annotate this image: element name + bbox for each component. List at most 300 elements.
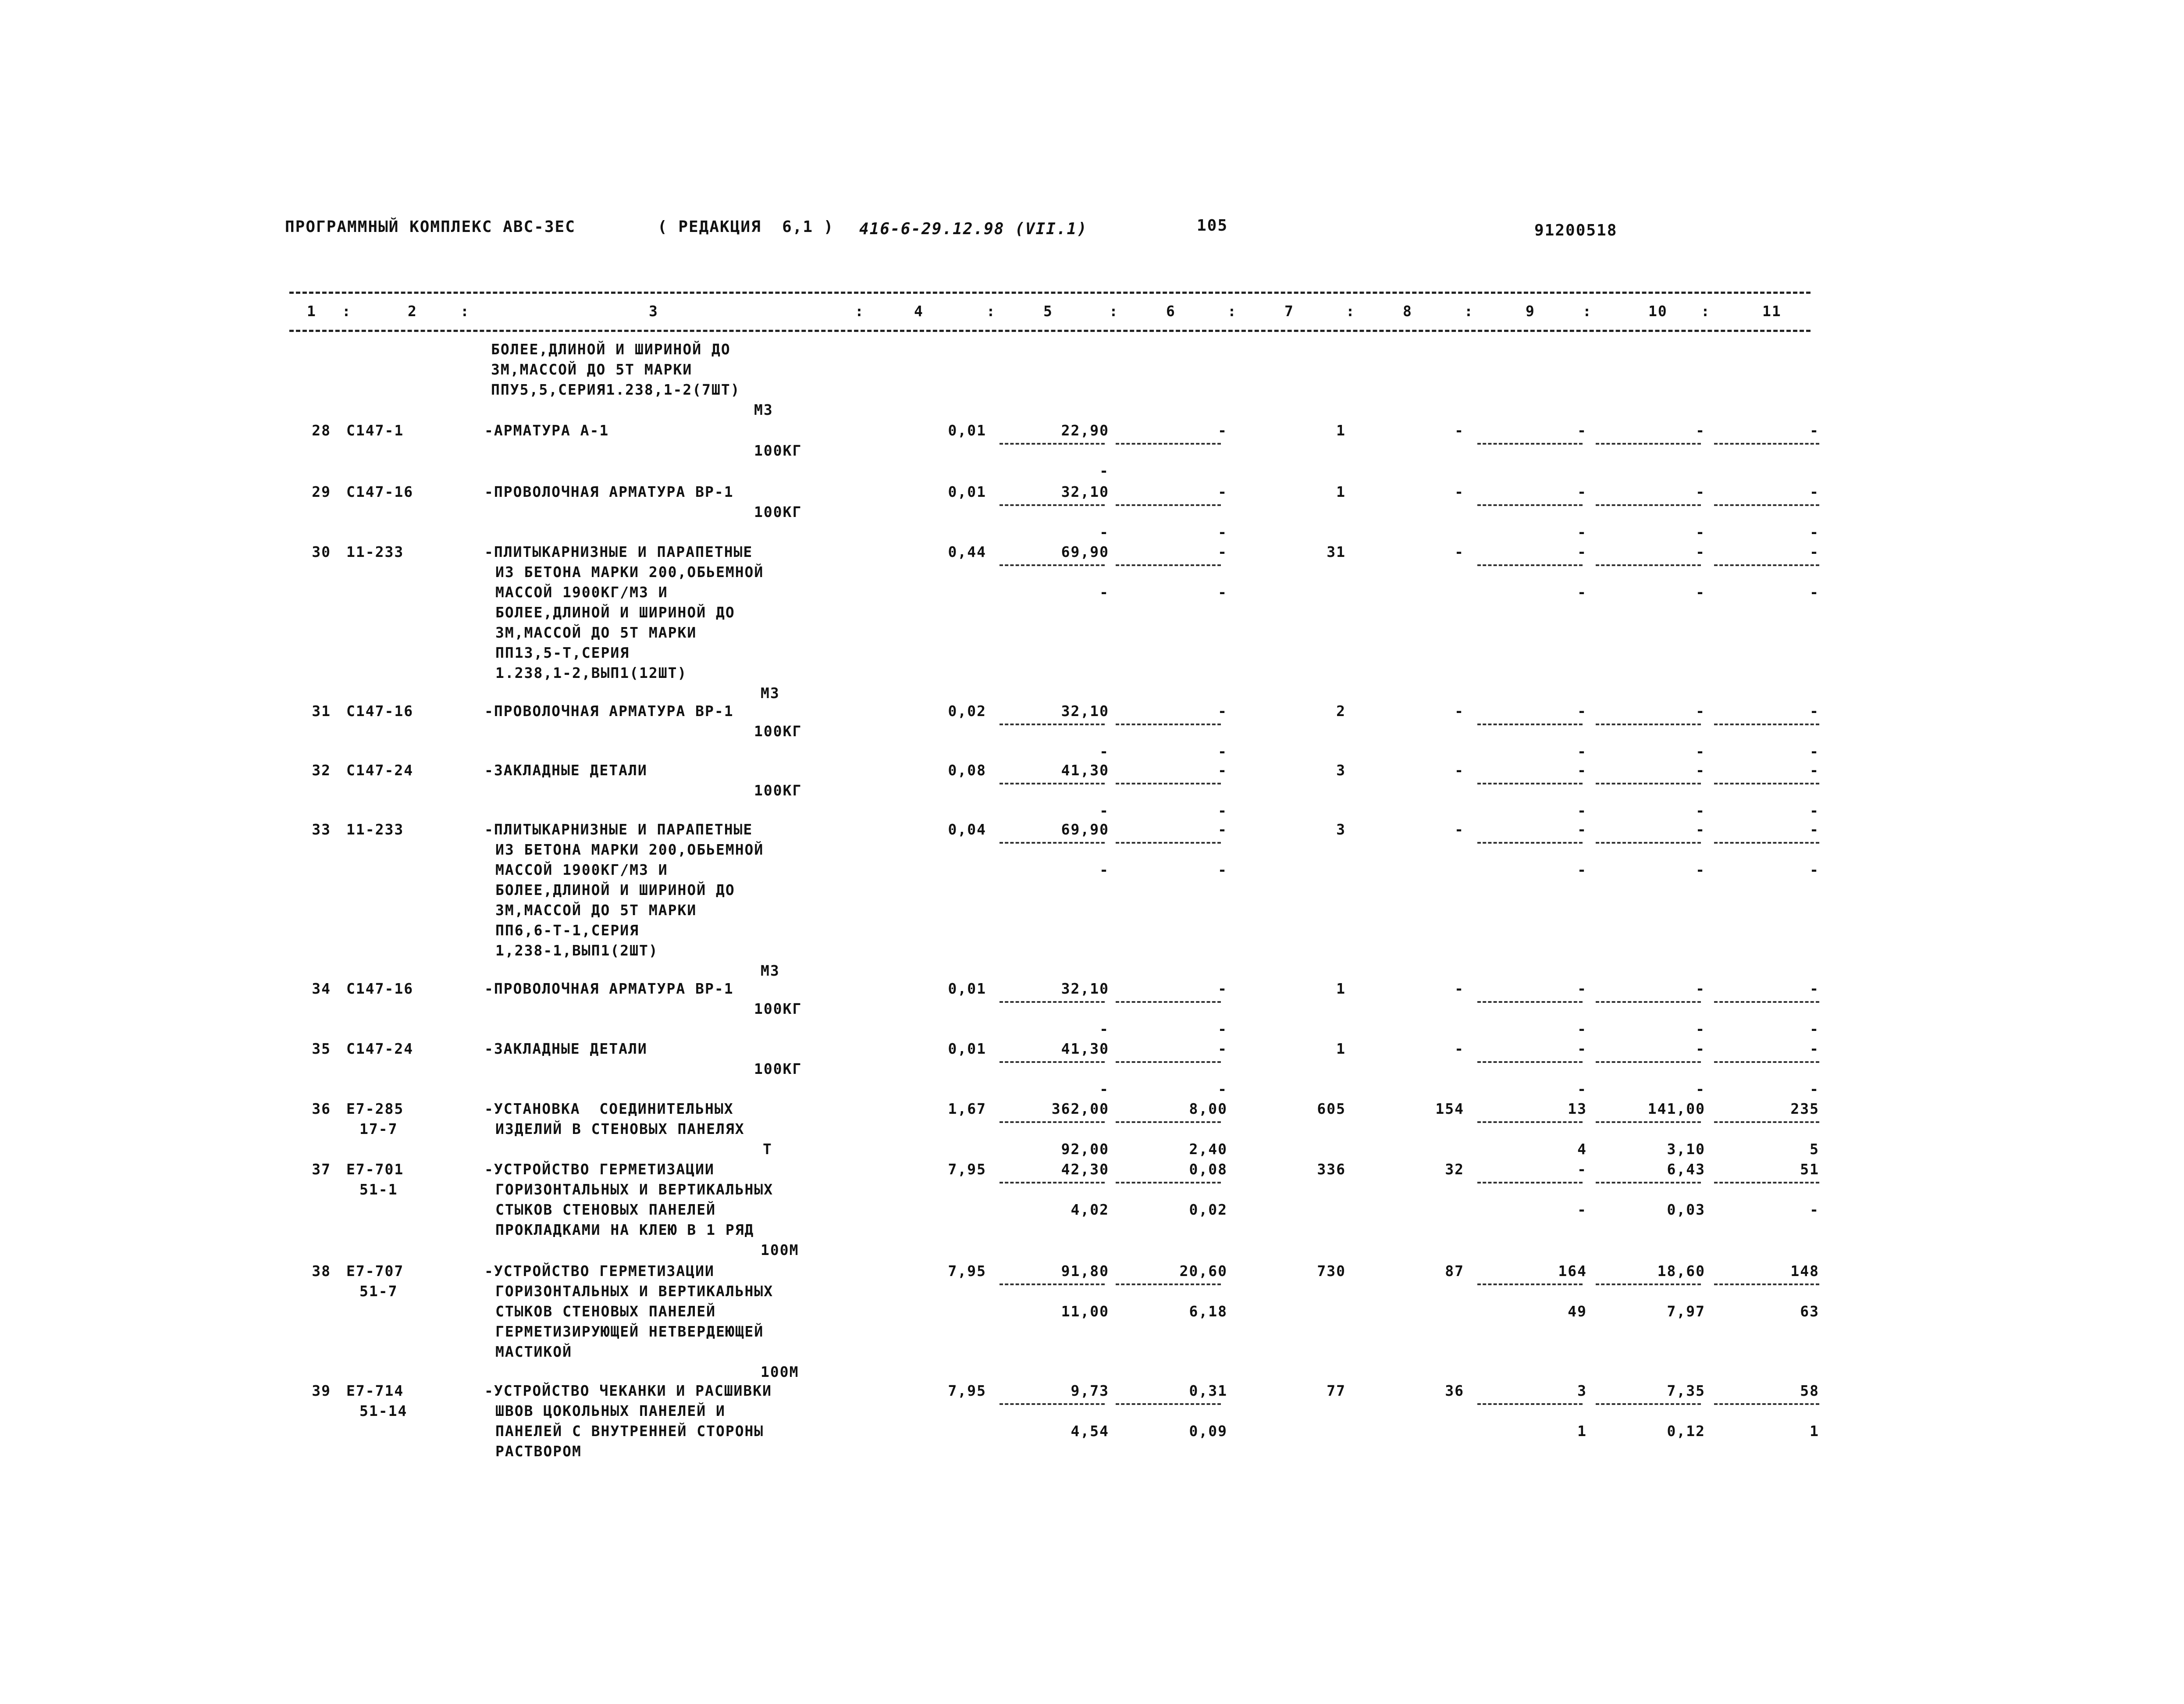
row-code-2: 51-1 [359, 1181, 398, 1198]
col10-value: - [1696, 422, 1705, 439]
row-description: -ПРОВОЛОЧНАЯ АРМАТУРА ВР-1 [484, 702, 734, 720]
wages-value: 36 [1445, 1382, 1464, 1399]
unit-cost-total: 41,30 [1061, 762, 1109, 779]
col9-value: 13 [1568, 1100, 1587, 1117]
unit-cost-wages: - [1099, 861, 1109, 878]
quantity-value: 0,02 [948, 702, 986, 720]
col11-value-2: - [1810, 1020, 1819, 1037]
col10-value: - [1696, 1040, 1705, 1057]
sub-rule-c10 [1596, 1121, 1701, 1123]
unit-cost-machine-wages: 0,02 [1189, 1201, 1227, 1218]
row-description: -ПРОВОЛОЧНАЯ АРМАТУРА ВР-1 [484, 483, 734, 500]
unit-cost-machine-wages: - [1218, 584, 1227, 601]
row-code: С147-24 [346, 762, 414, 779]
wages-value: - [1455, 762, 1464, 779]
sub-rule-c10 [1596, 842, 1701, 844]
total-cost-value: 1 [1336, 483, 1346, 500]
unit-cost-machines: - [1218, 543, 1227, 560]
unit-cost-machine-wages: - [1218, 861, 1227, 878]
row-unit: Т [763, 1141, 772, 1158]
sub-rule-c11 [1714, 1403, 1819, 1405]
quantity-value: 0,01 [948, 1040, 986, 1057]
total-cost-value: 1 [1336, 1040, 1346, 1057]
row-description: ГОРИЗОНТАЛЬНЫХ И ВЕРТИКАЛЬНЫХ [495, 1283, 774, 1300]
row-description: -ПРОВОЛОЧНАЯ АРМАТУРА ВР-1 [484, 980, 734, 997]
sub-rule-c6 [1116, 1001, 1221, 1003]
col11-value: 235 [1790, 1100, 1819, 1117]
unit-cost-machine-wages: - [1218, 1080, 1227, 1098]
sub-rule-c5 [1000, 564, 1105, 566]
col11-value-2: - [1810, 861, 1819, 878]
col9-value: - [1577, 543, 1587, 560]
total-cost-value: 605 [1317, 1100, 1346, 1117]
wages-value: 32 [1445, 1161, 1464, 1178]
row-unit: 100КГ [754, 1000, 802, 1017]
col11-value-2: - [1810, 1080, 1819, 1098]
col10-value: - [1696, 702, 1705, 720]
row-code-2: 17-7 [359, 1120, 398, 1137]
sub-rule-c11 [1714, 783, 1819, 784]
unit-cost-wages: 4,54 [1071, 1422, 1109, 1440]
sub-rule-c9 [1477, 443, 1583, 445]
quantity-value: 7,95 [948, 1262, 986, 1280]
total-cost-value: 3 [1336, 821, 1346, 838]
row-number: 33 [312, 821, 331, 838]
sub-rule-c5 [1000, 783, 1105, 784]
row-number: 31 [312, 702, 331, 720]
quantity-value: 0,04 [948, 821, 986, 838]
sub-rule-c5 [1000, 842, 1105, 844]
column-header-1: 1 [307, 303, 317, 320]
row-description: -УСТРОЙСТВО ГЕРМЕТИЗАЦИИ [484, 1262, 715, 1280]
continuation-line: БОЛЕЕ,ДЛИНОЙ И ШИРИНОЙ ДО [491, 341, 731, 358]
row-unit: М3 [761, 962, 780, 979]
row-description: ПП6,6-Т-1,СЕРИЯ [495, 922, 640, 939]
sub-rule-c11 [1714, 1182, 1819, 1184]
row-description: БОЛЕЕ,ДЛИНОЙ И ШИРИНОЙ ДО [495, 881, 735, 898]
total-cost-value: 31 [1327, 543, 1346, 560]
row-description: ПРОКЛАДКАМИ НА КЛЕЮ В 1 РЯД [495, 1221, 754, 1238]
sub-rule-c6 [1116, 724, 1221, 725]
quantity-value: 0,01 [948, 422, 986, 439]
wages-value: - [1455, 821, 1464, 838]
row-code: 11-233 [346, 543, 404, 560]
sub-rule-c11 [1714, 1283, 1819, 1285]
col11-value: - [1810, 762, 1819, 779]
col10-value-2: - [1696, 524, 1705, 541]
unit-cost-wages: - [1099, 802, 1109, 819]
col9-value-2: - [1577, 524, 1587, 541]
sub-rule-c5 [1000, 1121, 1105, 1123]
sub-rule-c11 [1714, 443, 1819, 445]
unit-cost-total: 32,10 [1061, 483, 1109, 500]
row-code: С147-16 [346, 702, 414, 720]
row-description: -ЗАКЛАДНЫЕ ДЕТАЛИ [484, 1040, 647, 1057]
unit-cost-wages: - [1099, 1020, 1109, 1037]
col11-value-2: 63 [1800, 1303, 1819, 1320]
unit-cost-total: 69,90 [1061, 821, 1109, 838]
unit-cost-wages: - [1099, 584, 1109, 601]
col11-value: - [1810, 702, 1819, 720]
sub-rule-c6 [1116, 443, 1221, 445]
total-cost-value: 336 [1317, 1161, 1346, 1178]
column-separator: : [342, 303, 352, 320]
quantity-value: 7,95 [948, 1161, 986, 1178]
sub-rule-c6 [1116, 1182, 1221, 1184]
unit-cost-machine-wages: - [1218, 802, 1227, 819]
unit-cost-machines: - [1218, 483, 1227, 500]
column-header-5: 5 [1043, 303, 1053, 320]
row-description: МАССОЙ 1900КГ/М3 И [495, 584, 668, 601]
row-code: С147-16 [346, 483, 414, 500]
col10-value-2: 3,10 [1667, 1141, 1705, 1158]
col9-value-2: 4 [1577, 1141, 1587, 1158]
col11-value: - [1810, 422, 1819, 439]
col9-value: - [1577, 821, 1587, 838]
sub-rule-c11 [1714, 724, 1819, 725]
row-code: 11-233 [346, 821, 404, 838]
sub-rule-c5 [1000, 724, 1105, 725]
sub-rule-c5 [1000, 504, 1105, 506]
column-separator: : [460, 303, 470, 320]
row-description: 3М,МАССОЙ ДО 5Т МАРКИ [495, 902, 697, 919]
col10-value-2: 7,97 [1667, 1303, 1705, 1320]
unit-cost-machines: - [1218, 821, 1227, 838]
column-separator: : [1701, 303, 1711, 320]
col10-value-2: - [1696, 743, 1705, 760]
row-number: 35 [312, 1040, 331, 1057]
col10-value: - [1696, 980, 1705, 997]
col10-value-2: - [1696, 861, 1705, 878]
row-description: РАСТВОРОМ [495, 1443, 582, 1460]
col10-value: 6,43 [1667, 1161, 1705, 1178]
unit-cost-total: 41,30 [1061, 1040, 1109, 1057]
col10-value-2: 0,03 [1667, 1201, 1705, 1218]
sub-rule-c10 [1596, 564, 1701, 566]
column-header-6: 6 [1166, 303, 1176, 320]
unit-cost-machine-wages: - [1218, 743, 1227, 760]
unit-cost-total: 362,00 [1051, 1100, 1109, 1117]
sub-rule-c6 [1116, 1121, 1221, 1123]
page-number: 105 [1197, 217, 1228, 235]
col9-value: - [1577, 1161, 1587, 1178]
row-description: -УСТРОЙСТВО ГЕРМЕТИЗАЦИИ [484, 1161, 715, 1178]
col10-value: 18,60 [1657, 1262, 1705, 1280]
col9-value-2: - [1577, 743, 1587, 760]
row-description: ИЗ БЕТОНА МАРКИ 200,ОБЬЕМНОЙ [495, 563, 764, 581]
wages-value: - [1455, 1040, 1464, 1057]
continuation-line: ППУ5,5,СЕРИЯ1.238,1-2(7ШТ) [491, 381, 740, 398]
wages-value: 87 [1445, 1262, 1464, 1280]
row-description: -АРМАТУРА А-1 [484, 422, 609, 439]
row-unit: 100КГ [754, 442, 802, 459]
sub-rule-c10 [1596, 1403, 1701, 1405]
unit-cost-wages: 4,02 [1071, 1201, 1109, 1218]
sub-rule-c5 [1000, 1283, 1105, 1285]
sub-rule-c10 [1596, 724, 1701, 725]
col10-value-2: - [1696, 1080, 1705, 1098]
row-number: 36 [312, 1100, 331, 1117]
row-description: -ЗАКЛАДНЫЕ ДЕТАЛИ [484, 762, 647, 779]
total-cost-value: 3 [1336, 762, 1346, 779]
col11-value-2: - [1810, 584, 1819, 601]
col9-value: - [1577, 1040, 1587, 1057]
row-description: 1.238,1-2,ВЫП1(12ШТ) [495, 664, 687, 681]
sub-rule-c9 [1477, 1121, 1583, 1123]
sub-rule-c9 [1477, 1182, 1583, 1184]
col9-value: - [1577, 762, 1587, 779]
col11-value-2: - [1810, 1201, 1819, 1218]
quantity-value: 0,08 [948, 762, 986, 779]
col11-value-2: - [1810, 743, 1819, 760]
unit-cost-machine-wages: - [1218, 1020, 1227, 1037]
row-description: -ПЛИТЫКАРНИЗНЫЕ И ПАРАПЕТНЫЕ [484, 543, 753, 560]
col10-value-2: - [1696, 1020, 1705, 1037]
quantity-value: 0,44 [948, 543, 986, 560]
sub-rule-c6 [1116, 842, 1221, 844]
sub-rule-c10 [1596, 783, 1701, 784]
unit-cost-wages: - [1099, 1080, 1109, 1098]
column-header-4: 4 [914, 303, 924, 320]
col9-value: - [1577, 483, 1587, 500]
col9-value: 3 [1577, 1382, 1587, 1399]
wages-value: - [1455, 483, 1464, 500]
row-description: СТЫКОВ СТЕНОВЫХ ПАНЕЛЕЙ [495, 1303, 716, 1320]
unit-cost-machine-wages: 2,40 [1189, 1141, 1227, 1158]
col11-value: 51 [1800, 1161, 1819, 1178]
row-description: МАСТИКОЙ [495, 1343, 572, 1360]
wages-value: - [1455, 543, 1464, 560]
sub-rule-c5 [1000, 1061, 1105, 1063]
total-cost-value: 730 [1317, 1262, 1346, 1280]
unit-cost-wages: - [1099, 462, 1109, 479]
column-header-3: 3 [649, 303, 658, 320]
column-separator: : [1109, 303, 1119, 320]
unit-cost-machine-wages: 0,09 [1189, 1422, 1227, 1440]
col9-value-2: - [1577, 1020, 1587, 1037]
sub-rule-c6 [1116, 564, 1221, 566]
sub-rule-c6 [1116, 1403, 1221, 1405]
col10-value-2: - [1696, 584, 1705, 601]
unit-cost-machines: - [1218, 1040, 1227, 1057]
row-number: 37 [312, 1161, 331, 1178]
sub-rule-c10 [1596, 1001, 1701, 1003]
sub-rule-c9 [1477, 504, 1583, 506]
document-code: 416-6-29.12.98 (VII.1) [859, 220, 1088, 238]
col11-value: - [1810, 980, 1819, 997]
wages-value: 154 [1435, 1100, 1464, 1117]
continuation-unit: М3 [754, 401, 773, 418]
quantity-value: 0,01 [948, 980, 986, 997]
unit-cost-machines: - [1218, 422, 1227, 439]
sub-rule-c10 [1596, 443, 1701, 445]
row-code: Е7-714 [346, 1382, 404, 1399]
col9-value-2: 1 [1577, 1422, 1587, 1440]
unit-cost-wages: - [1099, 524, 1109, 541]
column-header-9: 9 [1526, 303, 1535, 320]
sub-rule-c10 [1596, 1283, 1701, 1285]
col9-value: - [1577, 422, 1587, 439]
col10-value: - [1696, 543, 1705, 560]
sub-rule-c9 [1477, 1283, 1583, 1285]
sub-rule-c6 [1116, 504, 1221, 506]
col10-value: - [1696, 483, 1705, 500]
col10-value-2: - [1696, 802, 1705, 819]
total-cost-value: 1 [1336, 422, 1346, 439]
column-header-10: 10 [1648, 303, 1668, 320]
col10-value: - [1696, 821, 1705, 838]
row-description: МАССОЙ 1900КГ/М3 И [495, 861, 668, 878]
sub-rule-c10 [1596, 1182, 1701, 1184]
row-description: БОЛЕЕ,ДЛИНОЙ И ШИРИНОЙ ДО [495, 604, 735, 621]
col9-value-2: - [1577, 802, 1587, 819]
sub-rule-c6 [1116, 783, 1221, 784]
total-cost-value: 2 [1336, 702, 1346, 720]
sub-rule-c9 [1477, 1001, 1583, 1003]
row-number: 38 [312, 1262, 331, 1280]
sub-rule-c11 [1714, 842, 1819, 844]
unit-cost-machine-wages: - [1218, 524, 1227, 541]
row-description: 3М,МАССОЙ ДО 5Т МАРКИ [495, 624, 697, 641]
continuation-line: 3М,МАССОЙ ДО 5Т МАРКИ [491, 361, 693, 378]
unit-cost-machine-wages: 6,18 [1189, 1303, 1227, 1320]
col9-value-2: - [1577, 584, 1587, 601]
col10-value: - [1696, 762, 1705, 779]
row-description: ИЗДЕЛИЙ В СТЕНОВЫХ ПАНЕЛЯХ [495, 1120, 745, 1137]
row-number: 29 [312, 483, 331, 500]
col9-value-2: 49 [1568, 1303, 1587, 1320]
column-header-7: 7 [1284, 303, 1294, 320]
col10-value: 141,00 [1647, 1100, 1705, 1117]
unit-cost-wages: 92,00 [1061, 1141, 1109, 1158]
sub-rule-c10 [1596, 1061, 1701, 1063]
unit-cost-machines: - [1218, 980, 1227, 997]
row-description: ИЗ БЕТОНА МАРКИ 200,ОБЬЕМНОЙ [495, 841, 764, 858]
col9-value: - [1577, 980, 1587, 997]
row-code: Е7-285 [346, 1100, 404, 1117]
col10-value: 7,35 [1667, 1382, 1705, 1399]
unit-cost-total: 22,90 [1061, 422, 1109, 439]
col11-value: 58 [1800, 1382, 1819, 1399]
row-unit: 100КГ [754, 782, 802, 799]
sub-rule-c11 [1714, 1001, 1819, 1003]
sub-rule-c9 [1477, 724, 1583, 725]
sub-rule-c11 [1714, 1121, 1819, 1123]
row-unit: 100М [761, 1363, 799, 1380]
unit-cost-machines: 8,00 [1189, 1100, 1227, 1117]
row-unit: 100КГ [754, 1060, 802, 1077]
col11-value-2: - [1810, 524, 1819, 541]
document-number: 91200518 [1534, 221, 1618, 239]
row-number: 28 [312, 422, 331, 439]
column-separator: : [1346, 303, 1355, 320]
sub-rule-c5 [1000, 1001, 1105, 1003]
col11-value: - [1810, 821, 1819, 838]
row-unit: М3 [761, 684, 780, 702]
unit-cost-total: 91,80 [1061, 1262, 1109, 1280]
col11-value-2: 5 [1810, 1141, 1819, 1158]
col11-value: - [1810, 1040, 1819, 1057]
unit-cost-total: 9,73 [1071, 1382, 1109, 1399]
col9-value-2: - [1577, 1080, 1587, 1098]
sub-rule-c9 [1477, 564, 1583, 566]
row-description: 1,238-1,ВЫП1(2ШТ) [495, 942, 658, 959]
header-rule-bottom [289, 330, 1811, 332]
row-unit: 100КГ [754, 723, 802, 740]
column-header-2: 2 [408, 303, 417, 320]
unit-cost-wages: 11,00 [1061, 1303, 1109, 1320]
col9-value-2: - [1577, 861, 1587, 878]
row-description: -УСТАНОВКА СОЕДИНИТЕЛЬНЫХ [484, 1100, 734, 1117]
row-code: С147-24 [346, 1040, 414, 1057]
unit-cost-total: 42,30 [1061, 1161, 1109, 1178]
row-code: Е7-707 [346, 1262, 404, 1280]
unit-cost-machines: 0,08 [1189, 1161, 1227, 1178]
unit-cost-total: 32,10 [1061, 980, 1109, 997]
column-header-11: 11 [1762, 303, 1782, 320]
col11-value-2: - [1810, 802, 1819, 819]
row-code: С147-1 [346, 422, 404, 439]
sub-rule-c5 [1000, 1182, 1105, 1184]
column-header-8: 8 [1403, 303, 1412, 320]
quantity-value: 7,95 [948, 1382, 986, 1399]
wages-value: - [1455, 702, 1464, 720]
row-number: 39 [312, 1382, 331, 1399]
column-separator: : [986, 303, 996, 320]
row-description: СТЫКОВ СТЕНОВЫХ ПАНЕЛЕЙ [495, 1201, 716, 1218]
row-code: С147-16 [346, 980, 414, 997]
col11-value: 148 [1790, 1262, 1819, 1280]
quantity-value: 1,67 [948, 1100, 986, 1117]
total-cost-value: 77 [1327, 1382, 1346, 1399]
sub-rule-c5 [1000, 1403, 1105, 1405]
sub-rule-c9 [1477, 1403, 1583, 1405]
row-description: ПП13,5-Т,СЕРИЯ [495, 644, 630, 661]
col10-value-2: 0,12 [1667, 1422, 1705, 1440]
col11-value: - [1810, 483, 1819, 500]
unit-cost-machines: - [1218, 762, 1227, 779]
row-number: 34 [312, 980, 331, 997]
sub-rule-c9 [1477, 783, 1583, 784]
wages-value: - [1455, 422, 1464, 439]
sub-rule-c9 [1477, 842, 1583, 844]
row-unit: 100М [761, 1241, 799, 1258]
program-title: ПРОГРАММНЫЙ КОМПЛЕКС АВС-3ЕС [285, 218, 576, 236]
total-cost-value: 1 [1336, 980, 1346, 997]
column-separator: : [1583, 303, 1592, 320]
row-description: -УСТРОЙСТВО ЧЕКАНКИ И РАСШИВКИ [484, 1382, 772, 1399]
unit-cost-total: 32,10 [1061, 702, 1109, 720]
row-description: -ПЛИТЫКАРНИЗНЫЕ И ПАРАПЕТНЫЕ [484, 821, 753, 838]
sub-rule-c11 [1714, 1061, 1819, 1063]
row-code-2: 51-14 [359, 1402, 408, 1419]
unit-cost-machines: 0,31 [1189, 1382, 1227, 1399]
sub-rule-c11 [1714, 564, 1819, 566]
sub-rule-c6 [1116, 1061, 1221, 1063]
unit-cost-machines: - [1218, 702, 1227, 720]
edition-label: ( РЕДАКЦИЯ 6,1 ) [658, 218, 834, 236]
sub-rule-c9 [1477, 1061, 1583, 1063]
column-separator: : [1464, 303, 1474, 320]
wages-value: - [1455, 980, 1464, 997]
row-unit: 100КГ [754, 503, 802, 520]
row-description: ГЕРМЕТИЗИРУЮЩЕЙ НЕТВЕРДЕЮЩЕЙ [495, 1323, 764, 1340]
unit-cost-total: 69,90 [1061, 543, 1109, 560]
row-description: ПАНЕЛЕЙ С ВНУТРЕННЕЙ СТОРОНЫ [495, 1422, 764, 1440]
quantity-value: 0,01 [948, 483, 986, 500]
row-code-2: 51-7 [359, 1283, 398, 1300]
header-rule-top [289, 292, 1811, 294]
